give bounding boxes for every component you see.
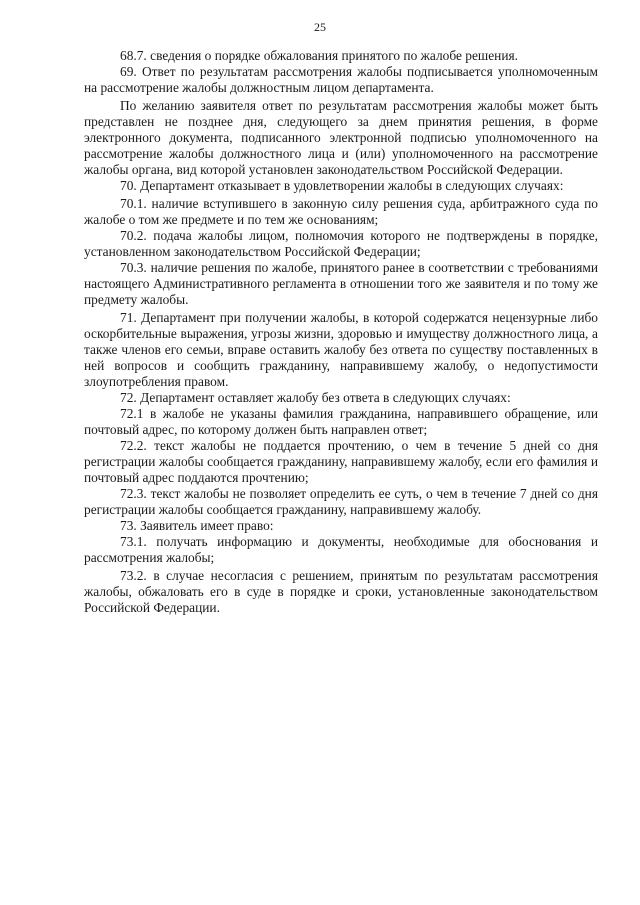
page-number: 25 <box>314 20 326 34</box>
paragraph-71: 71. Департамент при получении жалобы, в которой содержатся нецензурные либо оскорбительные выражения, угрозы жизни, здоровью и имуществу должностного лица, а также членов его семьи, вправе оставить жалобу без ответа по существу поставленных в ней вопросов и сообщить гражданину, направившему жалобу, о недопустимости злоупотребления правом. <box>84 310 598 389</box>
paragraph-72-1: 72.1 в жалобе не указаны фамилия гражданина, направившего обращение, или почтовый адрес, по которому должен быть направлен ответ; <box>84 406 598 437</box>
paragraph-70-2: 70.2. подача жалобы лицом, полномочия которого не подтверждены в порядке, установленном законодательством Российской Федерации; <box>84 228 598 259</box>
paragraph-73-1: 73.1. получать информацию и документы, необходимые для обоснования и рассмотрения жалобы; <box>84 534 598 565</box>
paragraph-72-3: 72.3. текст жалобы не позволяет определить ее суть, о чем в течение 7 дней со дня регистрации жалобы сообщается гражданину, направившему жалобу. <box>84 486 598 517</box>
paragraph-73: 73. Заявитель имеет право: <box>120 518 274 533</box>
paragraph-73-2: 73.2. в случае несогласия с решением, принятым по результатам рассмотрения жалобы, обжаловать его в суде в порядке и сроки, установленные законодательством Российской Федерации. <box>84 568 598 615</box>
paragraph-70-3: 70.3. наличие решения по жалобе, принятого ранее в соответствии с требованиями настоящего Административного регламента в отношении того же заявителя и по тому же предмету жалобы. <box>84 260 598 307</box>
paragraph-70-1: 70.1. наличие вступившего в законную силу решения суда, арбитражного суда по жалобе о том же предмете и по тем же основаниям; <box>84 196 598 227</box>
paragraph-69-electronic-response: По желанию заявителя ответ по результатам рассмотрения жалобы может быть представлен не позднее дня, следующего за днем принятия решения, в форме электронного документа, подписанного электронной подписью уполномоченного на рассмотрение жалобы должностного лица и (или) уполномоченного на рассмотрение жалобы органа, вид которой установлен законодательством Российской Федерации. <box>84 98 598 177</box>
paragraph-70: 70. Департамент отказывает в удовлетворении жалобы в следующих случаях: <box>120 178 564 193</box>
paragraph-69: 69. Ответ по результатам рассмотрения жалобы подписывается уполномоченным на рассмотрение жалобы должностным лицом департамента. <box>84 64 598 95</box>
paragraph-68-7: 68.7. сведения о порядке обжалования принятого по жалобе решения. <box>120 48 518 63</box>
paragraph-72: 72. Департамент оставляет жалобу без ответа в следующих случаях: <box>120 390 511 405</box>
document-body <box>84 48 598 616</box>
paragraph-72-2: 72.2. текст жалобы не поддается прочтению, о чем в течение 5 дней со дня регистрации жалобы сообщается гражданину, направившему жалобу, если его фамилия и почтовый адрес поддаются прочтению; <box>84 438 598 485</box>
